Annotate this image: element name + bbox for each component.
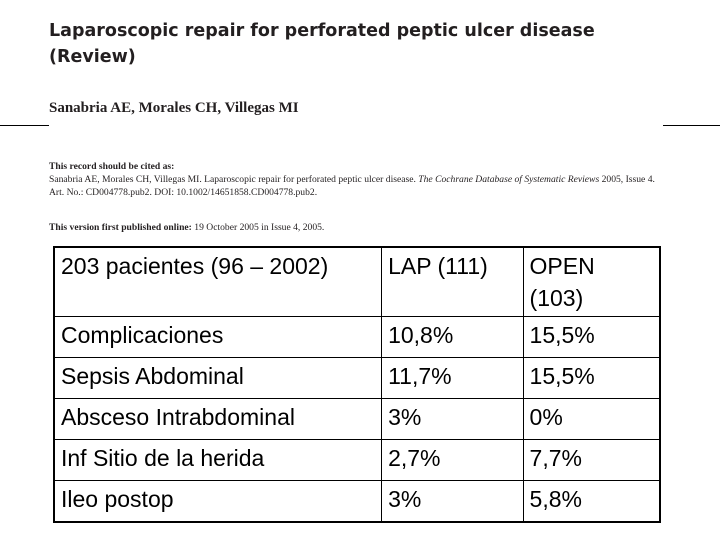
lap-value: 3% — [382, 481, 523, 523]
citation-journal: The Cochrane Database of Systematic Reviews — [418, 174, 600, 185]
citation-text — [49, 173, 661, 199]
citation-heading: This record should be cited as: — [49, 161, 175, 172]
lap-value: 10,8% — [382, 317, 523, 358]
table-row — [54, 358, 660, 399]
row-label: Absceso Intrabdominal — [54, 399, 382, 440]
citation-details: 2005, Issue 4. Art. No.: CD004778.pub2. DOI: 10.1002/14651858.CD004778.pub2. — [49, 174, 655, 198]
divider-right — [663, 125, 720, 126]
table-row — [54, 481, 660, 523]
open-value: 0% — [523, 399, 660, 440]
document-authors: Sanabria AE, Morales CH, Villegas MI — [49, 100, 299, 116]
citation-block — [49, 160, 661, 199]
open-value: 15,5% — [523, 358, 660, 399]
row-label: Complicaciones — [54, 317, 382, 358]
table-header-row — [54, 247, 660, 317]
lap-value: 3% — [382, 399, 523, 440]
row-label: Sepsis Abdominal — [54, 358, 382, 399]
open-value: 5,8% — [523, 481, 660, 523]
table-row — [54, 317, 660, 358]
open-value: 7,7% — [523, 440, 660, 481]
divider-left — [0, 125, 49, 126]
open-value: 15,5% — [523, 317, 660, 358]
row-label: Ileo postop — [54, 481, 382, 523]
table-row — [54, 399, 660, 440]
header-cell-open: OPEN (103) — [523, 247, 660, 317]
lap-value: 2,7% — [382, 440, 523, 481]
version-line — [49, 222, 324, 233]
table-row — [54, 440, 660, 481]
version-text: 19 October 2005 in Issue 4, 2005. — [194, 222, 325, 233]
citation-main: Sanabria AE, Morales CH, Villegas MI. Laparoscopic repair for perforated peptic ulcer disease. — [49, 174, 416, 185]
header-cell-lap: LAP (111) — [382, 247, 523, 317]
row-label: Inf Sitio de la herida — [54, 440, 382, 481]
version-label: This version first published online: — [49, 222, 192, 233]
results-table — [53, 246, 661, 523]
lap-value: 11,7% — [382, 358, 523, 399]
document-title: Laparoscopic repair for perforated peptic ulcer disease (Review) — [49, 21, 595, 67]
header-cell-patients: 203 pacientes (96 – 2002) — [54, 247, 382, 317]
